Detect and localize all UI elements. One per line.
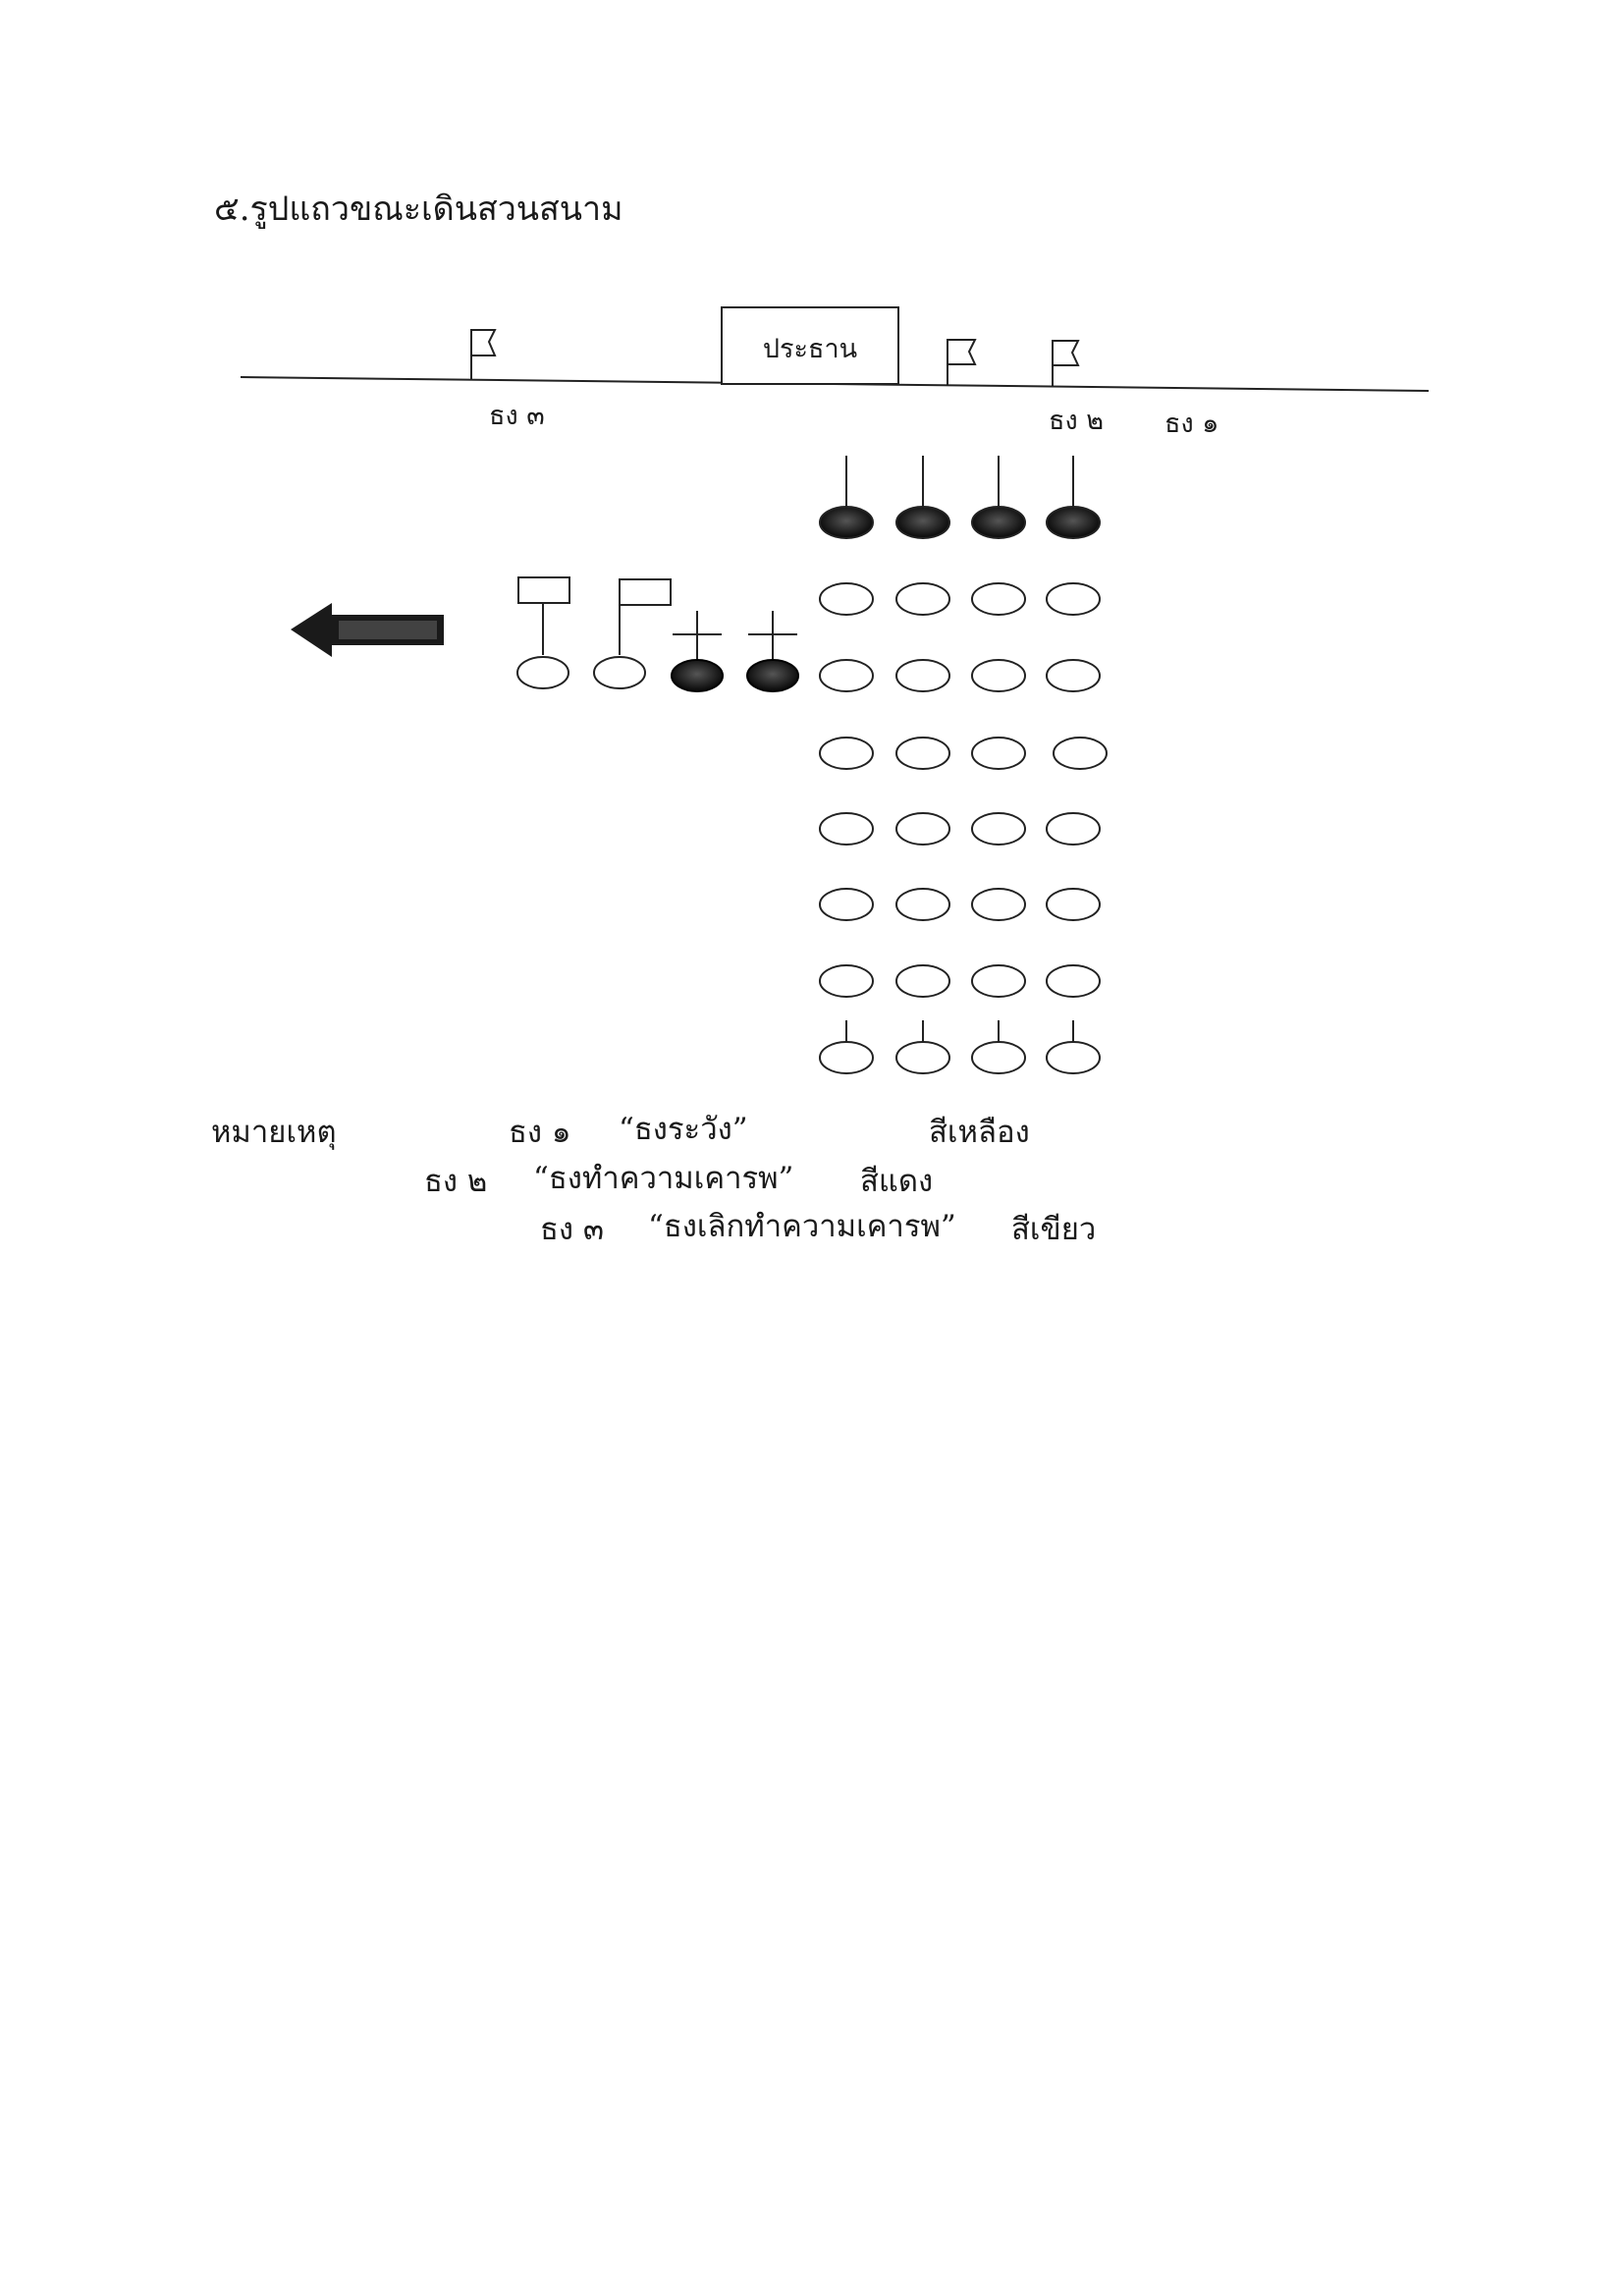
page-heading: ๕.รูปแถวขณะเดินสวนสนาม [214,190,623,229]
flag-2-icon [947,339,975,385]
marcher-r1-c3 [972,456,1025,538]
marcher-r5-c3 [972,813,1025,845]
marcher-r2-c3 [972,583,1025,615]
commander-1 [672,611,723,691]
legend-3-color: สีเขียว [1011,1212,1097,1247]
marcher-r2-c4 [1047,583,1100,615]
flag-1-label: ธง ๑ [1164,409,1219,439]
legend-1-flag: ธง ๑ [509,1115,571,1150]
marcher-r1-c2 [896,456,949,538]
commander-2 [747,611,798,691]
legend-2-flag: ธง ๒ [424,1164,488,1199]
marcher-r5-c4 [1047,813,1100,845]
marcher-r2-c1 [820,583,873,615]
arrow-left-icon [291,603,444,657]
marcher-r3-c1 [820,660,873,691]
flag-2-label: ธง ๒ [1049,406,1105,436]
marcher-r8-c4 [1047,1020,1100,1073]
flag-bearer-1 [517,577,569,688]
flag-3-label: ธง ๓ [489,401,545,431]
marcher-r2-c2 [896,583,949,615]
marcher-r4-c3 [972,738,1025,769]
marcher-r6-c1 [820,889,873,920]
legend-2-color: สีแดง [860,1164,934,1199]
marcher-r5-c2 [896,813,949,845]
marcher-r7-c2 [896,965,949,997]
formation-grid [820,456,1107,1073]
legend-1-color: สีเหลือง [929,1115,1030,1150]
marcher-r8-c3 [972,1020,1025,1073]
marcher-r1-c4 [1047,456,1100,538]
marcher-r6-c3 [972,889,1025,920]
flag-1-icon [1053,340,1078,387]
stand-label: ประธาน [762,334,858,364]
marcher-r3-c3 [972,660,1025,691]
marcher-r8-c1 [820,1020,873,1073]
presiding-stand [722,307,898,384]
marcher-r6-c2 [896,889,949,920]
legend-3-flag: ธง ๓ [540,1212,605,1247]
marcher-r4-c2 [896,738,949,769]
legend-title: หมายเหตุ [211,1115,337,1150]
marcher-r3-c2 [896,660,949,691]
marcher-r8-c2 [896,1020,949,1073]
marcher-r3-c4 [1047,660,1100,691]
legend-1-name: “ธงระวัง” [619,1112,748,1147]
marcher-r1-c1 [820,456,873,538]
legend-3-name: “ธงเลิกทำความเคารพ” [648,1209,956,1244]
marcher-r7-c3 [972,965,1025,997]
marcher-r7-c4 [1047,965,1100,997]
flag-bearer-2 [594,579,671,688]
marcher-r6-c4 [1047,889,1100,920]
marcher-r5-c1 [820,813,873,845]
marcher-r4-c1 [820,738,873,769]
flag-3-icon [471,329,495,379]
marcher-r7-c1 [820,965,873,997]
legend-2-name: “ธงทำความเคารพ” [533,1161,794,1196]
marcher-r4-c4 [1054,738,1107,769]
